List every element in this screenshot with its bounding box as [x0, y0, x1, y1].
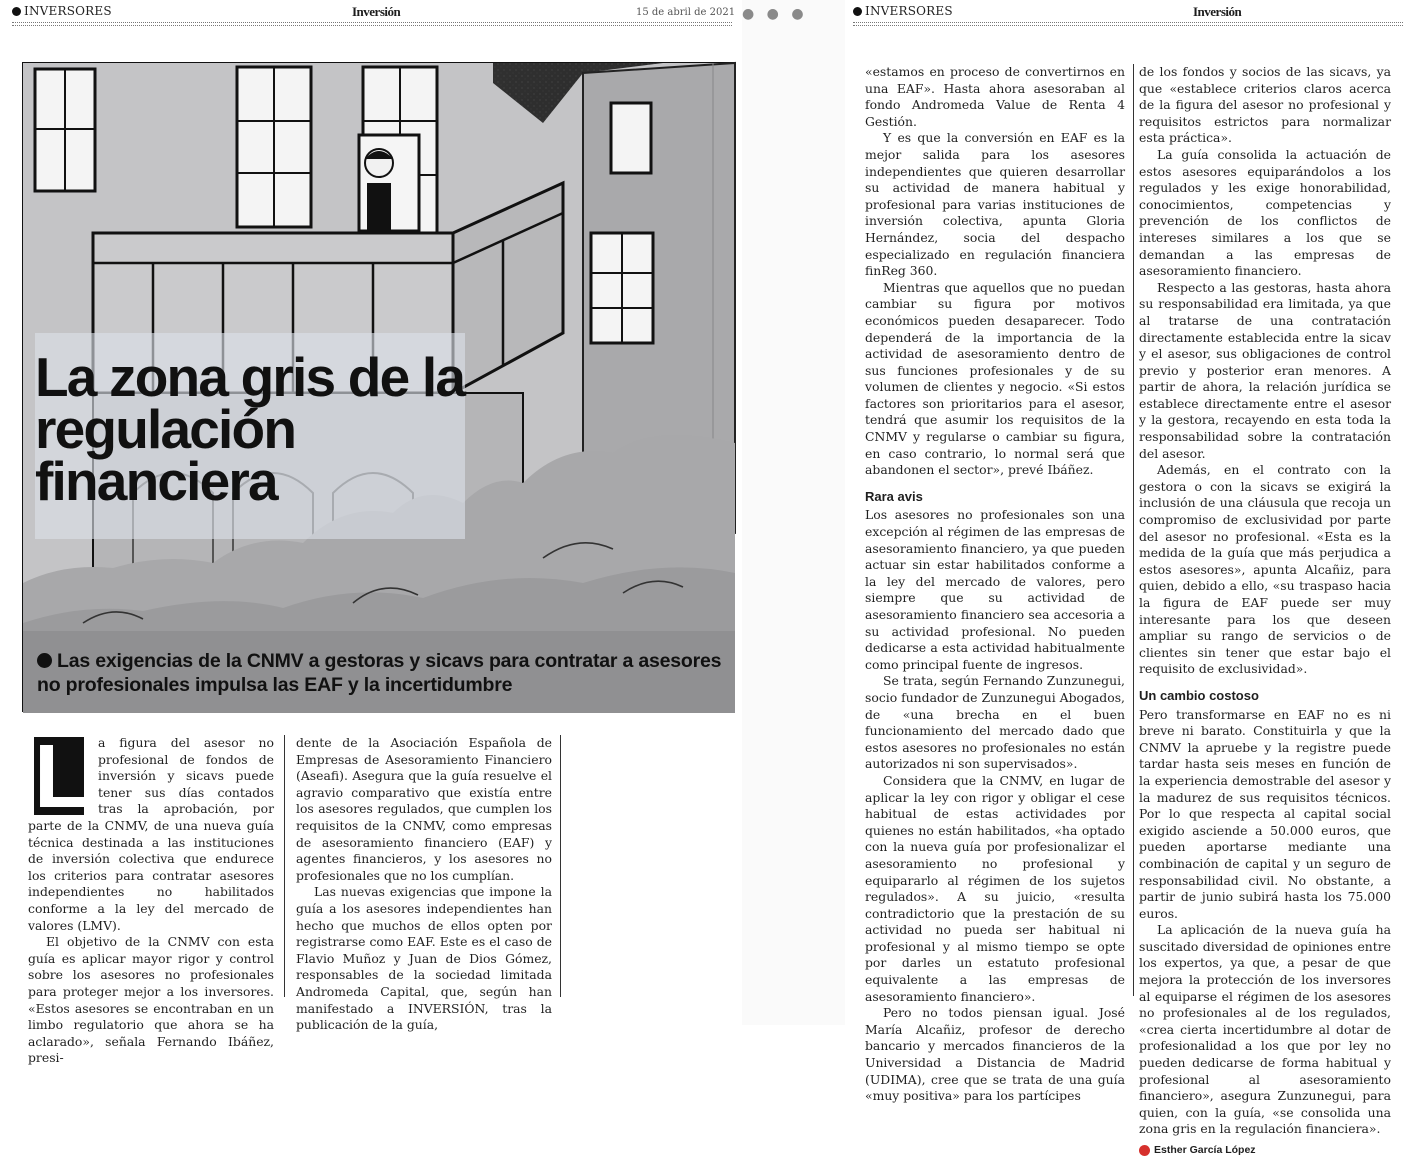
bullet-icon — [37, 653, 52, 668]
byline — [1139, 1142, 1391, 1159]
paragraph: de los fondos y socios de las sicavs, ya que «establece criterios claros acerca de la figura del asesor no profesional y requisitos estrictos para normalizar esta práctica». — [1139, 64, 1391, 146]
paragraph: Pero transformarse en EAF no es ni breve ni barato. Constituirla y que la CNMV la apruebe y la registre puede tardar hasta seis meses en función de la experiencia demostrable del asesor y la madurez de sus requisitos técnicos. Por lo que respecta al capital social exigido asciende a 50.000 euros, que pueden aportarse mediante una combinación de capital y un seguro de responsabilidad civil. No obstante, a partir de junio subirá hasta los 75.000 euros. — [1139, 706, 1391, 921]
page-dots: ● ● ● — [742, 6, 808, 22]
paragraph: Las nuevas exigencias que impone la guía a los asesores independientes han hecho que muchos de ellos opten por registrarse como EAF. Este es el caso de Flavio Muñoz y Juan de Dios Gómez, responsables de la sociedad limitada Andromeda Capital, que, según han manifestado a INVERSIÓN, tras la publicación de la guía, — [296, 884, 552, 1033]
brand-logo: Inversión — [352, 4, 401, 19]
header-rule — [12, 22, 732, 26]
issue-date: 15 de abril de 2021 — [636, 7, 736, 18]
article-column-3 — [865, 64, 1125, 1104]
author-name: Esther García López — [1154, 1144, 1256, 1156]
author-dot-icon — [1139, 1145, 1150, 1156]
section-subtitle: Un cambio costoso — [1139, 687, 1259, 703]
paragraph: Se trata, según Fernando Zunzunegui, socio fundador de Zunzunegui Abogados, de «una brecha en el buen funcionamiento del mercado dado que estos asesores no profesionales no están autorizados ni son supervisados». — [865, 673, 1125, 772]
column-divider — [560, 735, 561, 997]
article-column-1 — [28, 727, 274, 1066]
paragraph: La aplicación de la nueva guía ha suscitado diversidad de opiniones entre los expertos, ya que, a pesar de que mejora la protección de los inversores al equiparse el régimen de los asesores no profesionales al de los regulados, «crea cierta incertidumbre al dotar de profesionalidad a los que por ley no pueden dedicarse de forma habitual y profesional al asesoramiento financiero», asegura Zunzunegui, para quien, con la guía, «se consolida una zona gris en la regulación financiera». — [1139, 922, 1391, 1137]
paragraph: Y es que la conversión en EAF es la mejor salida para los asesores independientes que quieren desarrollar su actividad de manera habitual y profesional para varias instituciones de inversión colectiva, apunta Gloria Hernández, socia del despacho especializado en regulación financiera finReg 360. — [865, 130, 1125, 279]
subheadline — [37, 649, 727, 697]
paragraph: Mientras que aquellos que no puedan cambiar su figura por motivos económicos pueden desaparecer. Todo dependerá de la importancia de la actividad de asesoramiento dentro de sus funciones profesionales y de su volumen de clientes y negocio. «Si estos factores son prioritarios para el asesor, tendrá que asumir los requisitos de la CNMV y regularse o cambiar su figura, en caso contrario, lo normal será que abandonen el sector», prevé Ibáñez. — [865, 279, 1125, 478]
dropcap: L — [34, 727, 89, 827]
header-rule — [853, 22, 1403, 26]
paragraph: dente de la Asociación Española de Empresas de Asesoramiento Financiero (Aseafi). Asegura que la guía resuelve el agravio comparativo que existía entre los asesores regulados, que cumplen los requisitos de la CNMV, como empresas de asesoramiento financiero (EAF) y agentes financieros, y los asesores no profesionales que no los cumplían. — [296, 735, 552, 883]
headline: La zona gris de la regulación financiera — [35, 346, 465, 512]
paragraph: La guía consolida la actuación de estos asesores equiparándolos a los regulados y les exige honorabilidad, conocimientos, competencias y prevención de los conflictos de intereses similares a los que se demandan a las empresas de asesoramiento financiero. — [1139, 146, 1391, 279]
bullet-icon — [12, 7, 21, 16]
column-divider — [284, 735, 285, 997]
paragraph: Respecto a las gestoras, hasta ahora su responsabilidad era limitada, ya que al tratarse de una contratación directamente establecida entre la sicav y el asesor, sus obligaciones de control previo y posterior eran menores. A partir de ahora, la relación jurídica se establece directamente entre el asesor y la gestora, recayendo en esta toda la responsabilidad sobre la contratación del asesor. — [1139, 279, 1391, 461]
paragraph: «estamos en proceso de convertirnos en una EAF». Hasta ahora asesoraban al fondo Andromeda Value de Renta 4 Gestión. — [865, 64, 1125, 129]
subheadline-text: Las exigencias de la CNMV a gestoras y sicavs para contratar a asesores no profesionales impulsa las EAF y la incertidumbre — [37, 650, 722, 696]
section-label — [12, 4, 112, 18]
section-subtitle: Rara avis — [865, 488, 923, 504]
paragraph: a figura del asesor no profesional de fondos de inversión y sicavs puede tener sus días contados tras la aprobación, por parte de la CNMV, de una nueva guía técnica destinada a las instituciones de inversión colectiva que endurece los criterios para contratar asesores independientes no habilitados conforme a la ley del mercado de valores (LMV). — [28, 735, 274, 933]
column-divider — [1133, 64, 1134, 996]
article-column-4 — [1139, 64, 1391, 1156]
article-column-2 — [296, 735, 552, 1033]
section-name: INVERSORES — [24, 4, 112, 18]
paragraph: Considera que la CNMV, en lugar de aplicar la ley con rigor y obligar el cese habitual de estas actividades por quienes no están habilitados, «ha optado con la nueva guía por profesionalizar el asesoramiento no profesional y equipararlo al régimen de los sujetos regulados». A su juicio, «resulta contradictorio que la prestación de su actividad no pueda ser habitual ni profesional y al mismo tiempo se opte por darles un estatuto profesional equivalente a las empresas de asesoramiento financiero». — [865, 772, 1125, 1004]
page-gutter — [742, 0, 845, 1025]
bullet-icon — [853, 7, 862, 16]
right-page — [845, 0, 1411, 1156]
cover-illustration — [22, 62, 734, 712]
section-name: INVERSORES — [865, 4, 953, 18]
paragraph: El objetivo de la CNMV con esta guía es aplicar mayor rigor y control sobre los asesores no profesionales para proteger mejor a los inversores. «Estos asesores se encontraban en un limbo regulatorio que ahora se ha aclarado», señala Fernando Ibáñez, presi- — [28, 934, 274, 1066]
paragraph: Los asesores no profesionales son una excepción al régimen de las empresas de asesoramiento financiero, ya que pueden actuar sin estar habilitados conforme a la ley del mercado de valores, pero siempre que su actividad de asesoramiento financiero sea accesoria a su actividad profesional. No pueden dedicarse a esta actividad habitualmente como principal fuente de ingresos. — [865, 507, 1125, 672]
paragraph: Además, en el contrato con la gestora o con la sicavs se exigirá la inclusión de una cláusula que recoja un compromiso de exclusividad por parte del asesor no profesional. «Esta es la medida de la guía que más perjudica a estos asesores», apunta Alcañiz, para quien, debido a ello, «su traspaso hacia la figura de EAF puede ser muy interesante para los que deseen ampliar su rango de servicios o de clientes sin tener que estar bajo el requisito de exclusividad». — [1139, 462, 1391, 677]
paragraph: Pero no todos piensan igual. José María Alcañiz, profesor de derecho bancario y mercados financieros de la Universidad a Distancia de Madrid (UDIMA), cree que se trata de una guía «muy positiva» para los partícipes — [865, 1005, 1125, 1104]
left-page — [0, 0, 742, 1066]
section-label — [853, 4, 953, 18]
brand-logo: Inversión — [1193, 4, 1242, 19]
